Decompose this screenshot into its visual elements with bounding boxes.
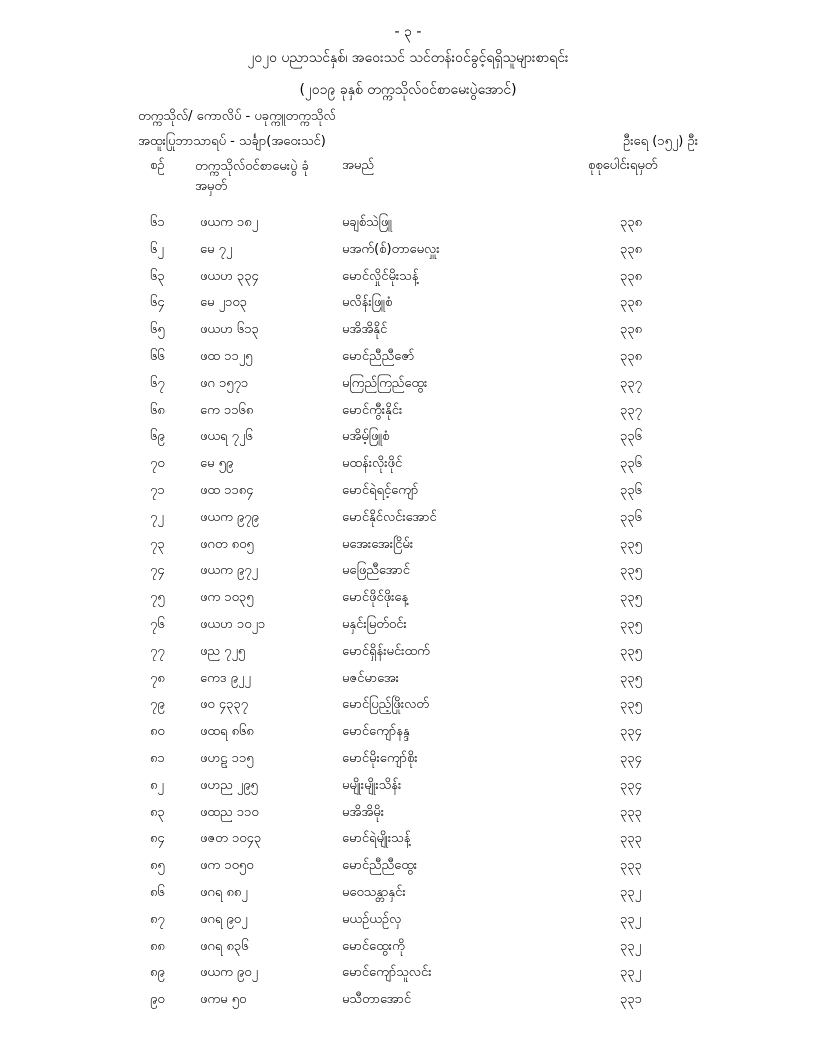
roll-number: ဖယက ၉၇၂ [200, 563, 258, 579]
roll-number: ဖယဟ ၁၀၂၁ [200, 616, 266, 632]
student-name: မောင်ညီညီဇော် [342, 348, 415, 364]
total-score: ၃၃၅ [620, 697, 642, 713]
row-number: ၇၆ [150, 616, 165, 632]
row-number: ၈၂ [150, 777, 164, 793]
total-score: ၃၃၈ [620, 268, 643, 284]
total-score: ၃၃၇ [620, 402, 642, 418]
total-score: ၃၃၂ [620, 965, 642, 981]
student-name: မောင်ညီညီထွေး [342, 858, 418, 874]
student-name: မောင်ရှိန်းမင်းထက် [342, 643, 430, 659]
total-score: ၃၃၈ [620, 215, 643, 230]
roll-number: ဖထ ၁၁၈၄ [200, 482, 254, 498]
student-name: မဖြေညီအောင် [342, 563, 410, 579]
student-name: မယဉ်ယဉ်လှ [342, 911, 402, 927]
table-row [0, 746, 816, 773]
total-score: ၃၃၃ [620, 831, 642, 847]
student-name: မသီတာအောင် [342, 992, 412, 1008]
roll-number: မေ ၂၁၀၃ [200, 295, 247, 311]
student-name: မောင်ကွီးနိုင်း [342, 402, 403, 418]
total-score: ၃၃၂ [620, 911, 642, 927]
roll-number: ဖယက ၉၀၂ [200, 965, 258, 981]
table-row [0, 478, 816, 505]
table-row [0, 692, 816, 719]
row-number: ၈၈ [150, 938, 165, 954]
student-name: မောင်လှိုင်မိုးသန့် [342, 268, 419, 284]
student-name: မောင်ထွေးကို [342, 938, 405, 954]
specialization-label: အထူးပြုဘာသာရပ် - သင်္ချာ(အဝေးသင်) [138, 134, 326, 149]
roll-number: ဖဂ ၁၅၇၁ [200, 375, 249, 391]
total-score: ၃၃၄ [620, 724, 642, 740]
row-number: ၆၆ [150, 348, 165, 364]
total-score: ၃၃၃ [620, 804, 642, 820]
table-row [0, 505, 816, 532]
table-row [0, 800, 816, 827]
student-name: မနှင်းမြတ်ဝင်း [342, 616, 407, 632]
row-number: ၈၉ [150, 965, 165, 981]
header-name: အမည် [342, 158, 374, 173]
total-score: ၃၃၅ [620, 643, 642, 659]
row-number: ၈၁ [150, 750, 165, 766]
row-number: ၇၈ [150, 670, 165, 686]
student-name: မောင်နိုင်လင်းအောင် [342, 509, 437, 525]
total-score: ၃၃၄ [620, 777, 642, 793]
roll-number: ဖထရ ၈၆၈ [200, 724, 254, 740]
student-name: မအိအိနိုင် [342, 322, 388, 338]
roll-number: ဖည ၇၂၅ [200, 643, 246, 659]
table-row [0, 264, 816, 291]
total-score: ၃၃၆ [620, 509, 642, 525]
table-row [0, 853, 816, 880]
student-name: မောင်ရဲမျိုးသန့် [342, 831, 411, 847]
table-row [0, 237, 816, 264]
student-name: မောင်ပြည့်ဖြိုးလတ် [342, 697, 429, 713]
table-body [0, 210, 816, 1014]
student-name: မောင်ဖိုင်ဖိုးနေ့ [342, 590, 409, 606]
document-title: ၂၀၂၀ ပညာသင်နှစ်၊ အဝေးသင် သင်တန်းဝင်ခွင့်ရရှိသူများစာရင်း [247, 50, 569, 66]
roll-number: မေ ၇၂ [200, 241, 233, 257]
roll-number: ဖယက ၉၇၉ [200, 509, 259, 525]
total-score: ၃၃၁ [620, 992, 642, 1008]
roll-number: ဖဂရ ၉၀၂ [200, 911, 248, 927]
roll-number: ဖကမ ၅၀ [200, 992, 247, 1008]
total-score: ၃၃၆ [620, 429, 642, 445]
row-number: ၇၇ [150, 643, 165, 659]
row-number: ၇၀ [150, 456, 165, 472]
table-row [0, 398, 816, 425]
student-name: မအေးအေးငြိမ်း [342, 536, 414, 552]
student-name: မကြည်ကြည်ထွေး [342, 375, 428, 391]
table-row [0, 210, 816, 237]
row-number: ၇၁ [150, 482, 165, 498]
total-score: ၃၃၅ [620, 670, 642, 686]
roll-number: ဖဟည ၂၉၅ [200, 777, 258, 793]
student-name: မလိန်းဖြူစံ [342, 295, 393, 311]
page-number: - ၃ - [394, 24, 422, 40]
table-row [0, 719, 816, 746]
student-name: မောင်မိုးကျော်စိုး [342, 750, 418, 766]
row-number: ၆၇ [150, 375, 165, 391]
table-row [0, 451, 816, 478]
table-row [0, 880, 816, 907]
table-row [0, 612, 816, 639]
student-name: မအိအိမိုး [342, 804, 385, 820]
student-name: မောင်ရဲရင့်ကျော် [342, 482, 419, 498]
student-name: မအက်(စ်)တာမေလှူး [342, 241, 440, 257]
table-row [0, 371, 816, 398]
row-number: ၆၅ [150, 322, 165, 338]
roll-number: ဖယရ ၇၂၆ [200, 429, 253, 445]
table-row [0, 773, 816, 800]
roll-number: ဖယဟ ၃၃၄ [200, 268, 259, 284]
roll-number: ဖဂတ ၈၀၅ [200, 536, 254, 552]
row-number: ၈၆ [150, 884, 165, 900]
roll-number: ဖဂရ ၈၃၆ [200, 938, 249, 954]
total-score: ၃၃၃ [620, 858, 642, 874]
total-score: ၃၃၅ [620, 536, 642, 552]
total-count: ဦးရေ (၁၅၂) ဦး [623, 134, 698, 149]
table-row [0, 424, 816, 451]
total-score: ၃၃၈ [620, 322, 643, 338]
total-score: ၃၃၂ [620, 884, 642, 900]
row-number: ၈၃ [150, 804, 165, 820]
roll-number: ဖထ ၁၁၂၅ [200, 348, 253, 364]
total-score: ၃၃၈ [620, 241, 643, 257]
total-score: ၃၃၈ [620, 348, 643, 364]
row-number: ၈၄ [150, 831, 165, 847]
total-score: ၃၃၆ [620, 456, 642, 472]
total-score: ၃၃၇ [620, 375, 642, 391]
total-score: ၃၃၄ [620, 750, 642, 766]
row-number: ၈၅ [150, 858, 165, 874]
roll-number: ဖယဟ ၆၁၃ [200, 322, 259, 338]
roll-number: ဖထည ၁၁၀ [200, 804, 259, 820]
row-number: ၆၈ [150, 402, 165, 418]
row-number: ၆၄ [150, 295, 165, 311]
table-row [0, 585, 816, 612]
table-row [0, 558, 816, 585]
student-name: မထန်းလိုးဖိုင် [342, 456, 403, 472]
student-name: မအိမ့်ဖြူစံ [342, 429, 390, 445]
table-row [0, 666, 816, 693]
table-row [0, 826, 816, 853]
header-no: စဉ် [150, 158, 165, 173]
roll-number: ဖဂရ ၈၈၂ [200, 884, 248, 900]
roll-number: ဖက ၁၀၅၀ [200, 858, 254, 874]
roll-number: ဖယက ၁၈၂ [200, 215, 259, 230]
row-number: ၇၄ [150, 563, 165, 579]
roll-number: ကေဒ ၉၂၂ [200, 670, 251, 686]
total-score: ၃၃၅ [620, 616, 642, 632]
roll-number: ဖဟဠ ၁၁၅ [200, 750, 254, 766]
table-header [0, 157, 816, 201]
roll-number: မေ ၅၉ [200, 456, 234, 472]
roll-number: ကေ ၁၁၆၈ [200, 402, 254, 418]
total-score: ၃၃၂ [620, 938, 642, 954]
table-row [0, 907, 816, 934]
roll-number: ဖဝ ၄၃၃၇ [200, 697, 249, 713]
university-label: တက္ကသိုလ်/ ကောလိပ် - ပခုက္ကူတက္ကသိုလ် [138, 109, 336, 124]
table-row [0, 317, 816, 344]
row-number: ၈၇ [150, 911, 165, 927]
header-score: စုစုပေါင်းရမှတ် [588, 158, 658, 173]
row-number: ၆၂ [150, 241, 164, 257]
table-row [0, 639, 816, 666]
total-score: ၃၃၈ [620, 295, 643, 311]
total-score: ၃၃၆ [620, 482, 642, 498]
table-row [0, 344, 816, 371]
row-number: ၇၅ [150, 590, 165, 606]
row-number: ၇၃ [150, 536, 165, 552]
row-number: ၉၀ [150, 992, 165, 1008]
row-number: ၆၁ [150, 215, 165, 230]
row-number: ၇၂ [150, 509, 164, 525]
table-row [0, 960, 816, 987]
student-name: မချစ်သဲဖြူ [342, 215, 393, 230]
student-name: မောင်ကျော်သူလင်း [342, 965, 432, 981]
student-name: မမျိုးမျိုးသိန်း [342, 777, 402, 793]
header-roll-no: တက္ကသိုလ်ဝင်စာမေးပွဲ ခုံအမှတ် [195, 159, 309, 194]
total-score: ၃၃၅ [620, 590, 642, 606]
roll-number: ဖဇတ ၁၀၄၃ [200, 831, 262, 847]
roll-number: ဖက ၁၀၃၅ [200, 590, 254, 606]
row-number: ၈၀ [150, 724, 165, 740]
document-subtitle: (၂၀၁၉ ခုနှစ် တက္ကသိုလ်ဝင်စာမေးပွဲအောင်) [299, 82, 517, 98]
table-row [0, 290, 816, 317]
student-name: မောင်ကျော်နန္ဒ [342, 724, 410, 740]
student-name: မဇင်မာအေး [342, 670, 399, 686]
total-score: ၃၃၅ [620, 563, 642, 579]
row-number: ၆၃ [150, 268, 165, 284]
table-row [0, 532, 816, 559]
table-row [0, 934, 816, 961]
row-number: ၆၉ [150, 429, 165, 445]
student-name: မဝေသန္တာနှင်း [342, 884, 406, 900]
table-row [0, 987, 816, 1014]
row-number: ၇၉ [150, 697, 165, 713]
